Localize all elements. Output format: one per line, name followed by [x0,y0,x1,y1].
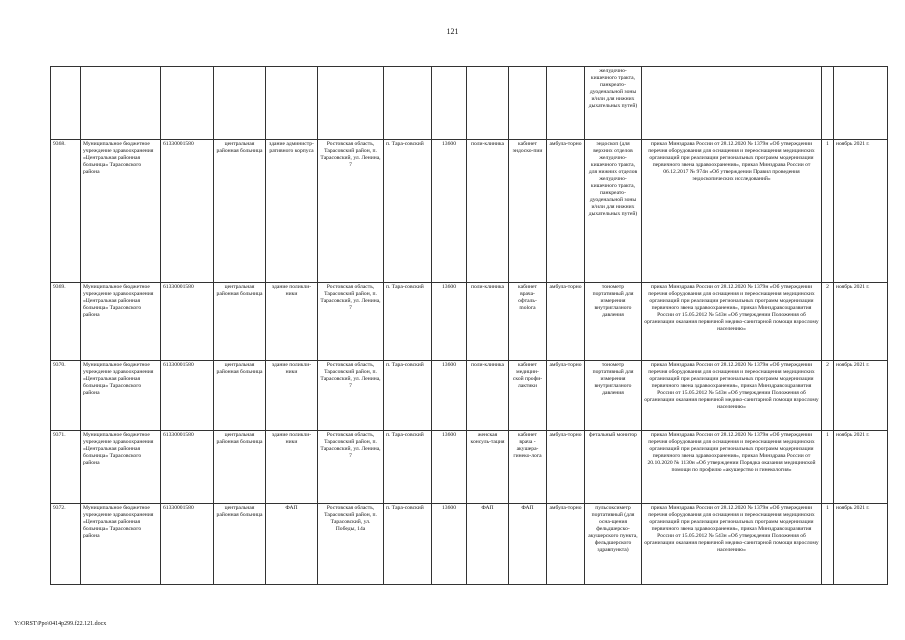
building-cell: здание администр-ративного корпуса [266,140,318,283]
basis-cell: приказ Минздрава России от 28.12.2020 № 1379н «Об утверждении перечня оборудования для оснащения и переоснащения медицинских организаций при реализации региональных программ модернизации первичного звена здравоохранения», приказ Минздравсоцразвития России от 15.05.2012 № 543н «Об утверждении Положения об организации оказания первичной медико-санитарной помощи взрослому населению» [642,283,822,361]
quantity-cell: 2 [822,361,834,431]
basis-cell: приказ Минздрава России от 28.12.2020 № 1379н «Об утверждении перечня оборудования для оснащения и переоснащения медицинских организаций при реализации региональных программ модернизации первичного звена здравоохранения», приказ Минздравсоцразвития России от 15.05.2012 № 543н «Об утверждении Положения об организации оказания первичной медико-санитарной помощи взрослому населению» [642,361,822,431]
device-cell: эндоскоп (для верхних отделов желудочно-кишечного тракта, для нижних отделов желудочно-кишечного тракта, панкреато-дуоденальной зоны и/или для нижних дыхательных путей) [585,140,642,283]
building-cell: здание поликли-ники [266,431,318,504]
device-cell: желудочно-кишечного тракта, панкреато-дуоденальной зоны и/или для нижних дыхательных путей) [585,67,642,140]
population-cell: 13600 [432,504,467,585]
address-cell: Ростовская область, Тарасовский район, п. Тарасовский, ул. Ленина, 7 [318,140,384,283]
code-cell: 61330001580 [161,361,214,431]
table-row [51,67,888,140]
building-cell: ФАП [266,504,318,585]
table-row [51,283,888,361]
basis-cell: приказ Минздрава России от 28.12.2020 № 1379н «Об утверждении перечня оборудования для оснащения и переоснащения медицинских организаций при реализации региональных программ модернизации первичного звена здравоохранения», приказ Минздрава России от 06.12.2017 № 974н «Об утверждении Правил проведения эндоскопических исследований» [642,140,822,283]
date-cell: ноябрь 2021 г. [834,283,888,361]
subdivision-cell: поли-клиника [467,283,509,361]
care-type-cell: амбула-торно [547,140,585,283]
table-row [51,140,888,283]
quantity-cell: 2 [822,283,834,361]
population-cell: 13600 [432,361,467,431]
device-cell: тонометр портативный для измерения внутриглазного давления [585,361,642,431]
address-cell: Ростовская область, Тарасовский район, п. Тарасовский, ул. Победы, 14а [318,504,384,585]
address-cell: Ростовская область, Тарасовский район, п. Тарасовский, ул. Ленина, 7 [318,283,384,361]
date-cell: ноябрь 2021 г. [834,361,888,431]
building-cell: здание поликли-ники [266,283,318,361]
organization-cell: Муниципальное бюджетное учреждение здравоохранения «Центральная районная больница» Тарасовского района [81,431,161,504]
row-number-cell: 9371. [51,431,81,504]
device-cell: пульсоксиметр портативный (для осна-щения фельдшерско-акушерского пункта, фельдшерского здравпункта) [585,504,642,585]
row-number-cell: 9369. [51,283,81,361]
building-cell: здание поликли-ники [266,361,318,431]
quantity-cell: 1 [822,504,834,585]
organization-cell: Муниципальное бюджетное учреждение здравоохранения «Центральная районная больница» Тарасовского района [81,283,161,361]
care-type-cell: амбула-торно [547,431,585,504]
population-cell: 13600 [432,140,467,283]
facility-type-cell: центральная районная больница [214,283,266,361]
row-number-cell: 9368. [51,140,81,283]
cabinet-cell: кабинет врача - акушера-гинеко-лога [509,431,547,504]
cabinet-cell: ФАП [509,504,547,585]
settlement-cell: п. Тара-совский [384,361,432,431]
page-number: 121 [446,27,459,36]
subdivision-cell: ФАП [467,504,509,585]
organization-cell: Муниципальное бюджетное учреждение здравоохранения «Центральная районная больница» Тарасовского района [81,140,161,283]
facility-type-cell: центральная районная больница [214,504,266,585]
device-cell: фетальный монитор [585,431,642,504]
subdivision-cell: поли-клиника [467,361,509,431]
organization-cell: Муниципальное бюджетное учреждение здравоохранения «Центральная районная больница» Тарасовского района [81,504,161,585]
table-row [51,361,888,431]
cabinet-cell: кабинет эндоско-пии [509,140,547,283]
row-number-cell: 9370. [51,361,81,431]
organization-cell: Муниципальное бюджетное учреждение здравоохранения «Центральная районная больница» Тарасовского района [81,361,161,431]
address-cell: Ростовская область, Тарасовский район, п. Тарасовский, ул. Ленина, 7 [318,431,384,504]
code-cell: 61330001580 [161,283,214,361]
device-cell: тонометр портативный для измерения внутриглазного давления [585,283,642,361]
subdivision-cell: поли-клиника [467,140,509,283]
care-type-cell: амбула-торно [547,361,585,431]
basis-cell: приказ Минздрава России от 28.12.2020 № 1379н «Об утверждении перечня оборудования для оснащения и переоснащения медицинских организаций при реализации региональных программ модернизации первичного звена здравоохранения», приказ Минздрава России от 20.10.2020 № 1130н «Об утверждении Порядка оказания медицинской помощи по профилю «акушерство и гинекология» [642,431,822,504]
facility-type-cell: центральная районная больница [214,361,266,431]
quantity-cell: 1 [822,431,834,504]
care-type-cell: амбула-торно [547,504,585,585]
table-row [51,504,888,585]
code-cell: 61330001580 [161,504,214,585]
code-cell: 61330001580 [161,431,214,504]
footer-file-path: Y:\ORST\Ppo\0414p299.f22.121.docx [14,621,107,627]
date-cell: ноябрь 2021 г. [834,140,888,283]
basis-cell: приказ Минздрава России от 28.12.2020 № 1379н «Об утверждении перечня оборудования для оснащения и переоснащения медицинских организаций при реализации региональных программ модернизации первичного звена здравоохранения», приказ Минздравсоцразвития России от 15.05.2012 № 543н «Об утверждении Положения об организации оказания первичной медико-санитарной помощи взрослому населению» [642,504,822,585]
equipment-table [50,66,888,585]
cabinet-cell: кабинет врача-офталь-molога [509,283,547,361]
cabinet-cell: кабинет медицин-ской профи-лактики [509,361,547,431]
quantity-cell: 1 [822,140,834,283]
row-number-cell: 9372. [51,504,81,585]
population-cell: 13600 [432,283,467,361]
date-cell: ноябрь 2021 г. [834,431,888,504]
settlement-cell: п. Тара-совский [384,283,432,361]
code-cell: 61330001580 [161,140,214,283]
care-type-cell: амбула-торно [547,283,585,361]
settlement-cell: п. Тара-совский [384,504,432,585]
facility-type-cell: центральная районная больница [214,140,266,283]
date-cell: ноябрь 2021 г. [834,504,888,585]
population-cell: 13600 [432,431,467,504]
settlement-cell: п. Тара-совский [384,431,432,504]
address-cell: Ростовская область, Тарасовский район, п. Тарасовский, ул. Ленина, 7 [318,361,384,431]
table-row [51,431,888,504]
settlement-cell: п. Тара-совский [384,140,432,283]
facility-type-cell: центральная районная больница [214,431,266,504]
subdivision-cell: женская консуль-тация [467,431,509,504]
